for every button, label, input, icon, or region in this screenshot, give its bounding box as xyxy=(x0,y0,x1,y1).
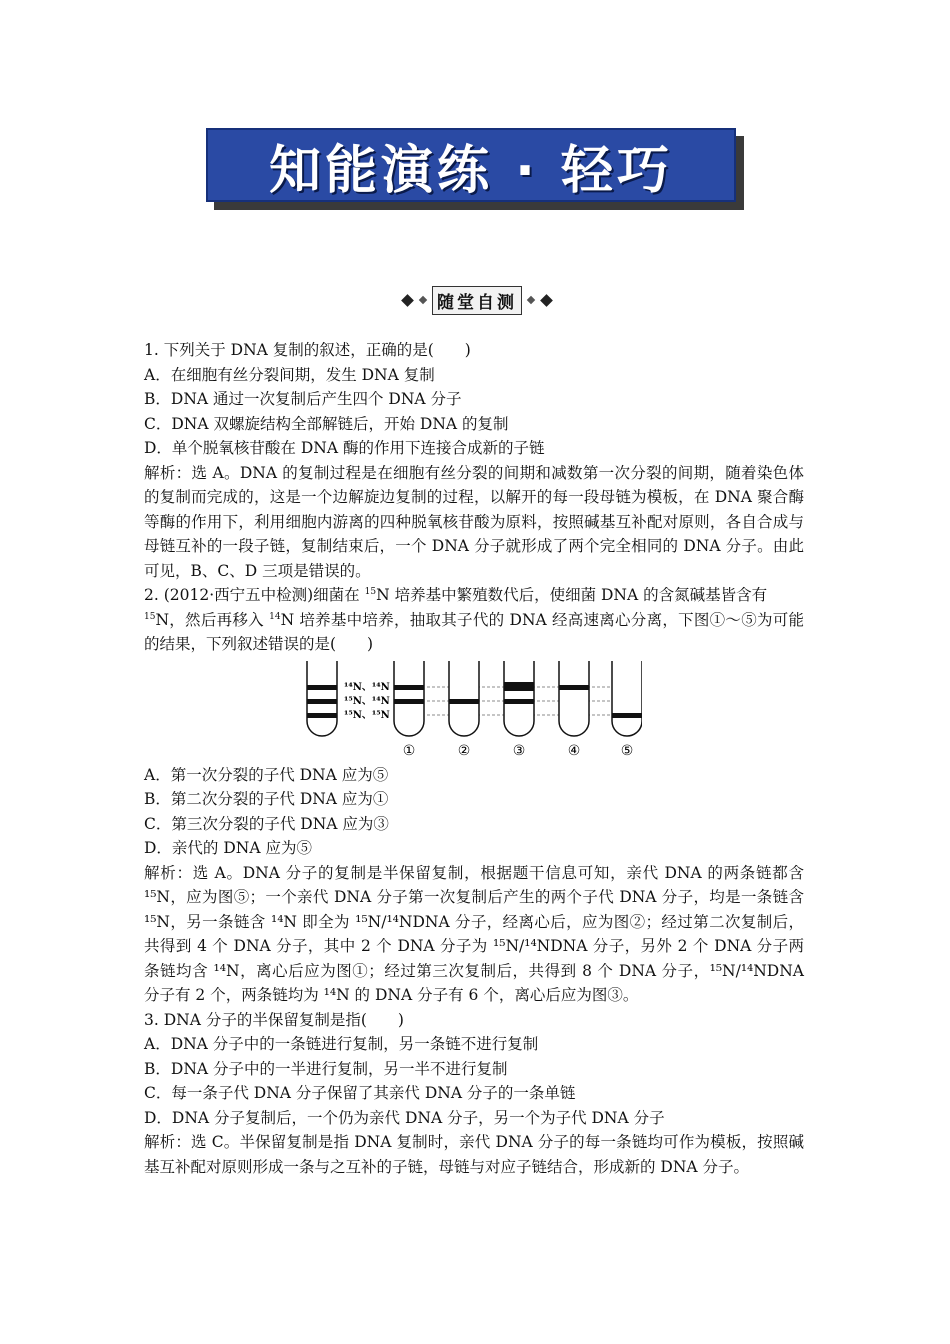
q3-option-b: B．DNA 分子中的一半进行复制，另一半不进行复制 xyxy=(144,1059,508,1078)
banner-box xyxy=(206,128,736,202)
diamond-icon xyxy=(401,294,414,307)
tube-5-band-heavy xyxy=(612,713,642,718)
section-title: 随堂自测 xyxy=(432,286,522,315)
tube-4 xyxy=(559,661,589,736)
tube-label-4: ④ xyxy=(567,742,581,759)
banner-title: 知能演练 · 轻巧 xyxy=(269,140,673,201)
tube-label-3: ③ xyxy=(512,742,526,759)
tube-2 xyxy=(449,661,479,736)
tube-label-1: ① xyxy=(402,742,416,759)
tube-3-band-hybrid xyxy=(504,699,534,704)
q1-option-b: B．DNA 通过一次复制后产生四个 DNA 分子 xyxy=(144,390,462,408)
q2-option-a: A．第一次分裂的子代 DNA 应为⑤ xyxy=(144,765,389,784)
q1-option-a: A．在细胞有丝分裂间期，发生 DNA 复制 xyxy=(144,365,435,384)
tube-label-2: ② xyxy=(457,742,471,759)
tube-5 xyxy=(612,661,642,736)
q3-option-d: D．DNA 分子复制后，一个仍为亲代 DNA 分子，另一个为子代 DNA 分子 xyxy=(144,1108,665,1127)
diamond-icon xyxy=(419,296,427,304)
iso-15: 15 xyxy=(144,611,156,622)
centrifuge-diagram xyxy=(302,661,642,761)
band-hybrid xyxy=(307,699,337,704)
q3-option-a: A．DNA 分子中的一条链进行复制，另一条链不进行复制 xyxy=(144,1035,539,1053)
centrifuge-figure xyxy=(144,661,804,761)
q2-stem xyxy=(144,583,804,657)
band-light xyxy=(307,685,337,690)
diamond-icon xyxy=(540,294,553,307)
legend-hybrid: ¹⁵N、¹⁴N xyxy=(344,695,390,707)
tube-3-band-light xyxy=(504,682,534,691)
tube-1-band-hybrid xyxy=(394,699,424,704)
q2-stem-b: N 培养基中繁殖数代后，使细菌 DNA 的含氮碱基皆含有 xyxy=(376,586,768,604)
section-header xyxy=(372,287,582,313)
reference-tube xyxy=(307,661,337,736)
legend-heavy: ¹⁵N、¹⁵N xyxy=(344,709,390,721)
q2-option-c: C．第三次分裂的子代 DNA 应为③ xyxy=(144,814,389,833)
q1-option-d: D．单个脱氧核苷酸在 DNA 酶的作用下连接合成新的子链 xyxy=(144,439,545,457)
q2-analysis: 解析：选 A。DNA 分子的复制是半保留复制，根据题干信息可知，亲代 DNA 的两条链都含 ¹⁵N，应为图⑤；一个亲代 DNA 分子第一次复制后产生的两个子代 DNA 分子，均是一条链含 ¹⁵N，另一条链含 ¹⁴N 即全为 ¹⁵N/¹⁴NDNA 分子，经离心后，应为图②；经过第二次复制后，共得到 4 个 DNA 分子，其中 2 个 DNA 分子为 ¹⁵N/¹⁴NDNA 分子，另外 2 个 DNA 分子两条链均含 ¹⁴N，离心后应为图①；经过第三次复制后，共得到 8 个 DNA 分子，¹⁵N/¹⁴NDNA 分子有 2 个，两条链均为 ¹⁴N 的 DNA 分子有 6 个，离心后应为图③。 xyxy=(144,863,804,1004)
legend-light: ¹⁴N、¹⁴N xyxy=(344,681,390,693)
q2-stem-d: N 培养基中培养，抽取其子代的 DNA 经高速离心分离，下图①～⑤为可能的结果，下列叙述错误的是( ) xyxy=(144,610,805,653)
tube-2-band-hybrid xyxy=(449,699,479,704)
tube-1-band-light xyxy=(394,685,424,690)
q2-option-b: B．第二次分裂的子代 DNA 应为① xyxy=(144,790,389,808)
tube-label-5: ⑤ xyxy=(620,742,634,759)
iso-15: 15 xyxy=(364,586,377,597)
q3-option-c: C．每一条子代 DNA 分子保留了其亲代 DNA 分子的一条单链 xyxy=(144,1084,576,1102)
q3-analysis: 解析：选 C。半保留复制是指 DNA 复制时，亲代 DNA 分子的每一条链均可作为模板，按照碱基互补配对原则形成一条与之互补的子链，母链与对应子链结合，形成新的 DNA 分子。 xyxy=(144,1133,804,1176)
q1-option-c: C．DNA 双螺旋结构全部解链后，开始 DNA 的复制 xyxy=(144,414,509,433)
q1-stem: 1. 下列关于 DNA 复制的叙述，正确的是( ) xyxy=(144,341,471,359)
tube-3 xyxy=(504,661,534,736)
q3-stem: 3. DNA 分子的半保留复制是指( ) xyxy=(144,1010,404,1029)
question-content xyxy=(144,338,804,1179)
title-banner xyxy=(206,128,744,210)
tube-1 xyxy=(394,661,424,736)
tube-4-band-light xyxy=(559,685,589,690)
iso-14: 14 xyxy=(269,611,281,622)
q2-stem-a: 2. (2012·西宁五中检测)细菌在 xyxy=(144,586,365,604)
q1-analysis: 解析：选 A。DNA 的复制过程是在细胞有丝分裂的间期和减数第一次分裂的间期，随着染色体的复制而完成的，这是一个边解旋边复制的过程，以解开的每一段母链为模板，在 DNA 聚合酶等酶的作用下，利用细胞内游离的四种脱氧核苷酸为原料，按照碱基互补配对原则，各自合成与母链互补的一段子链，复制结束后，一个 DNA 分子就形成了两个完全相同的 DNA 分子。由此可见，B、C、D 三项是错误的。 xyxy=(144,463,804,580)
diamond-icon xyxy=(527,296,535,304)
band-heavy xyxy=(307,713,337,718)
q2-stem-c: N，然后再移入 xyxy=(155,610,270,629)
q2-option-d: D．亲代的 DNA 应为⑤ xyxy=(144,839,312,857)
